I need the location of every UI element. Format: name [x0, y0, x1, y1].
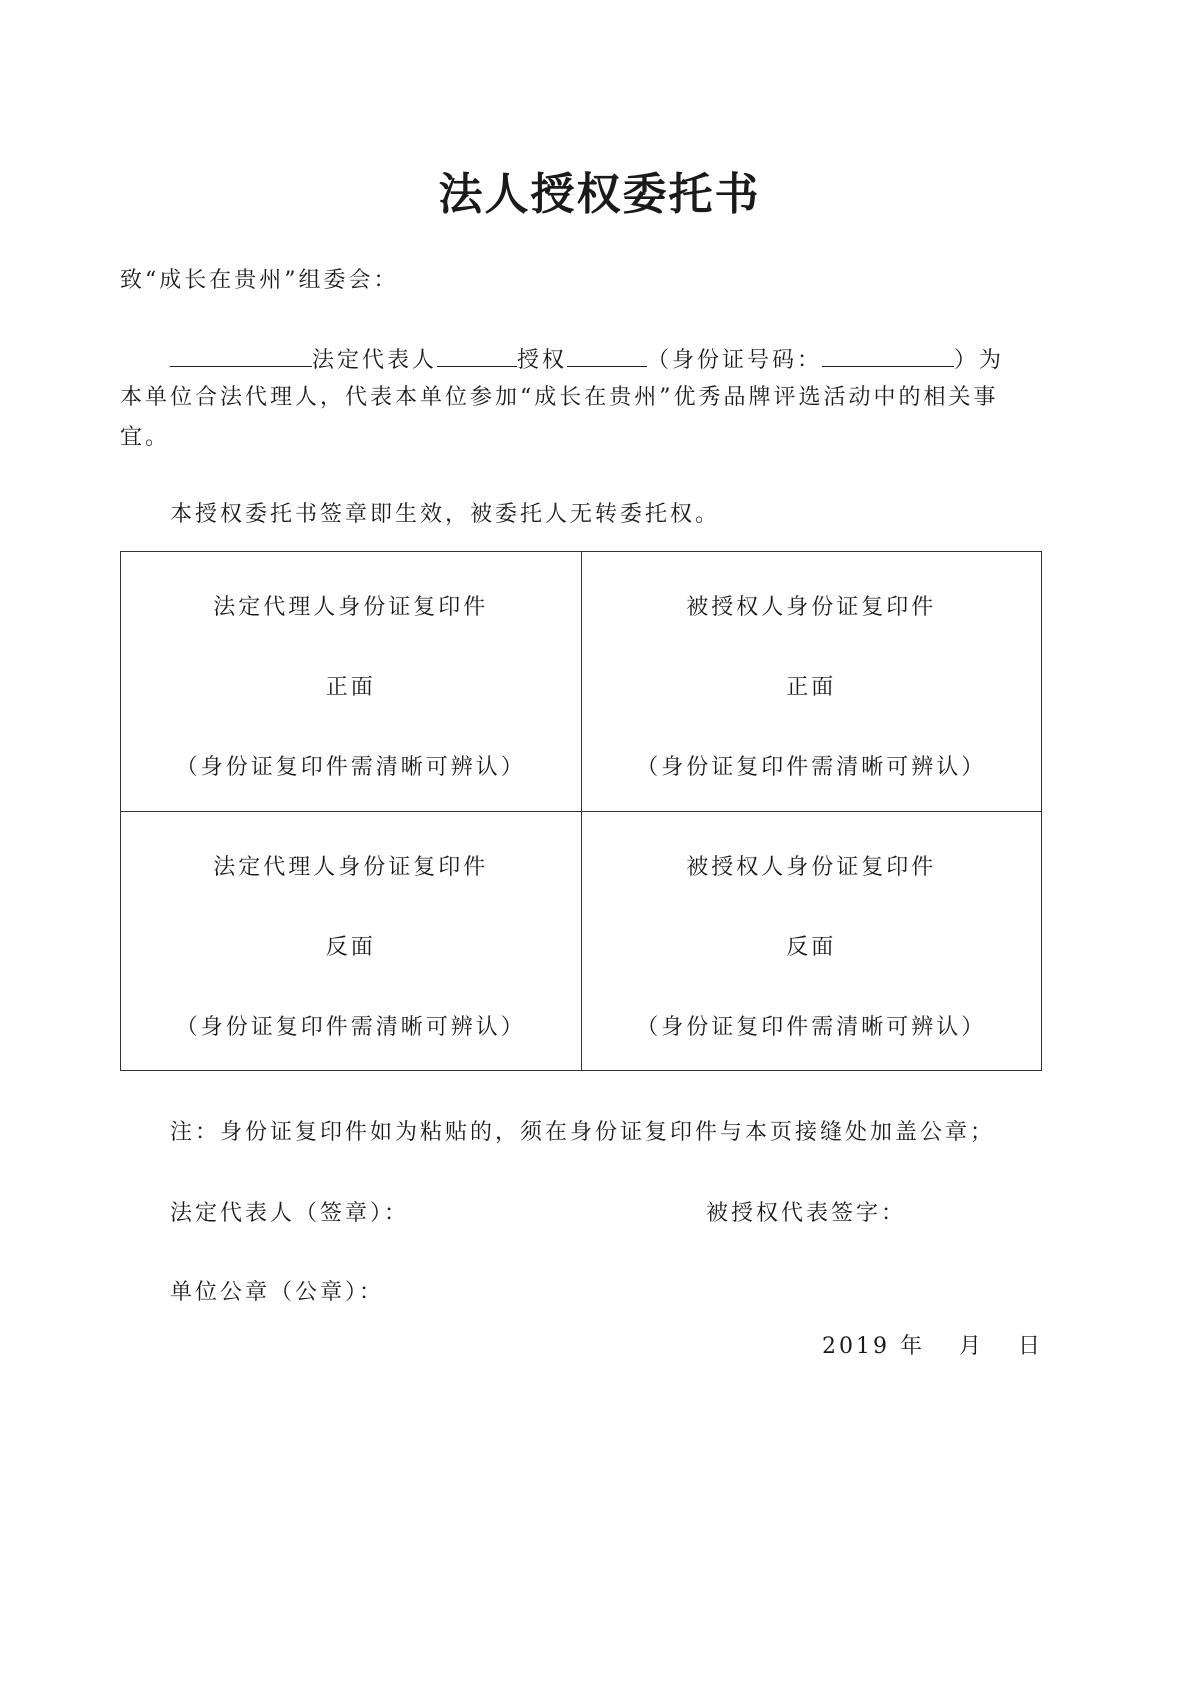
cell-note: （身份证复印件需清晰可辨认）	[636, 755, 987, 780]
cell-note: （身份证复印件需清晰可辨认）	[175, 1014, 526, 1040]
id-number-label: （身份证号码：	[647, 348, 823, 373]
table-row	[121, 552, 1042, 812]
cell-heading: 法定代理人身份证复印件	[213, 854, 489, 880]
unit-seal-label: 单位公章（公章）：	[170, 1280, 385, 1305]
cell-side: 正面	[786, 675, 837, 700]
addressee: 致“成长在贵州”组委会：	[120, 268, 399, 293]
date-year: 2019	[822, 1334, 890, 1359]
authorization-line-2: 本单位合法代理人，代表本单位参加“成长在贵州”优秀品牌评选活动中的相关事	[120, 385, 999, 410]
id-number-blank[interactable]	[822, 344, 954, 367]
agent-name-blank[interactable]	[567, 344, 647, 367]
as-label: ）为	[954, 348, 1005, 373]
table-row	[121, 811, 1042, 1071]
cell-side: 反面	[786, 934, 837, 960]
cell-heading: 被授权人身份证复印件	[686, 595, 937, 620]
legal-rep-name-blank[interactable]	[437, 344, 517, 367]
company-name-blank[interactable]	[170, 344, 312, 367]
cell-note: （身份证复印件需清晰可辨认）	[175, 755, 526, 780]
authorization-line-1	[170, 344, 1004, 376]
date-day-label: 日	[1018, 1334, 1044, 1359]
id-copy-table	[120, 551, 1042, 1071]
cell-heading: 被授权人身份证复印件	[686, 854, 937, 880]
cell-side: 正面	[325, 675, 376, 700]
date-month-label: 月	[959, 1334, 985, 1359]
authorized-rep-signature-label: 被授权代表签字：	[706, 1201, 907, 1226]
page-title: 法人授权委托书	[438, 169, 761, 220]
authorized-person-id-back-cell[interactable]	[581, 811, 1042, 1071]
paste-note: 注：身份证复印件如为粘贴的，须在身份证复印件与本页接缝处加盖公章；	[170, 1120, 996, 1145]
legal-agent-id-front-cell[interactable]	[121, 552, 582, 812]
effective-statement: 本授权委托书签章即生效，被委托人无转委托权。	[170, 502, 721, 527]
cell-heading: 法定代理人身份证复印件	[213, 595, 489, 620]
authorization-line-3: 宜。	[120, 425, 171, 450]
authorize-label: 授权	[517, 348, 568, 373]
date-year-label: 年	[900, 1334, 926, 1359]
legal-rep-label: 法定代表人	[312, 348, 438, 373]
cell-side: 反面	[325, 934, 376, 960]
cell-note: （身份证复印件需清晰可辨认）	[636, 1014, 987, 1040]
authorized-person-id-front-cell[interactable]	[581, 552, 1042, 812]
legal-rep-signature-label: 法定代表人（签章）：	[170, 1201, 410, 1226]
date-line	[822, 1332, 1043, 1362]
legal-agent-id-back-cell[interactable]	[121, 811, 582, 1071]
